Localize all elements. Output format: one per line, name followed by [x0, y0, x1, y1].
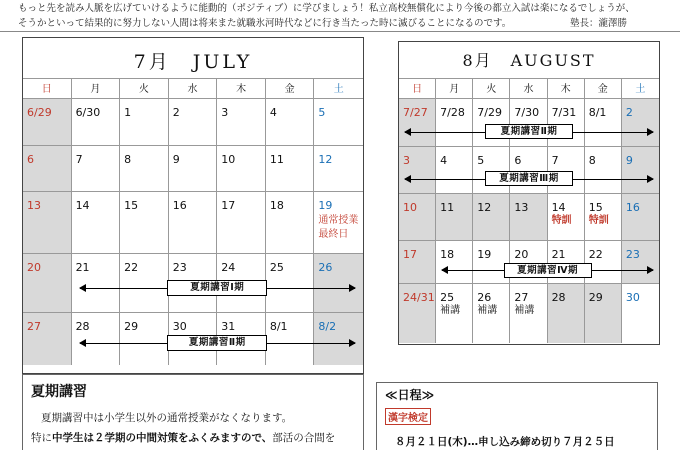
summer-course-line-2-post: 部活の合間を	[272, 432, 336, 444]
period-label: 夏期講習Ⅰ期	[167, 280, 267, 296]
day-number: 26	[477, 291, 492, 304]
calendar-day-cell	[23, 146, 72, 192]
signature: 塾長：瀧澤勝	[570, 18, 628, 29]
day-number: 1	[124, 106, 132, 119]
intro-box	[0, 0, 680, 32]
calendar-day-cell	[585, 284, 622, 343]
calendar-day-cell	[120, 313, 169, 365]
day-number: 8/1	[269, 320, 288, 333]
day-number: 15	[588, 201, 603, 214]
weekday-header: 木	[217, 78, 266, 99]
day-number: 30	[172, 320, 187, 333]
weekday-header: 土	[622, 78, 659, 99]
day-number: 23	[625, 248, 640, 261]
day-number: 8/2	[318, 320, 337, 333]
calendar-day-cell	[436, 147, 473, 194]
schedule-box	[376, 382, 658, 450]
august-title: 8月 AUGUST	[462, 51, 596, 70]
day-note: 特訓	[551, 215, 572, 226]
day-number: 19	[477, 248, 492, 261]
weekday-header: 火	[120, 78, 169, 99]
calendar-day-cell	[266, 313, 315, 365]
calendar-day-cell	[436, 284, 473, 343]
calendar-day-cell	[473, 99, 510, 147]
calendar-day-cell	[399, 194, 436, 241]
calendar-day-cell	[314, 146, 363, 192]
calendar-day-cell	[436, 241, 473, 284]
calendar-day-cell	[314, 192, 363, 254]
calendar-day-cell	[585, 147, 622, 194]
summer-course-line-2	[31, 430, 335, 445]
weekday-header: 金	[266, 78, 315, 99]
day-number: 3	[403, 154, 410, 167]
day-number: 5	[318, 106, 326, 119]
day-number: 8	[588, 154, 596, 167]
day-number: 29	[588, 291, 603, 304]
day-number: 12	[477, 201, 492, 214]
day-number: 16	[172, 199, 187, 212]
day-number: 15	[124, 199, 139, 212]
calendar-day-cell	[120, 192, 169, 254]
day-number: 9	[172, 153, 180, 166]
day-number: 31	[221, 320, 236, 333]
day-number: 30	[625, 291, 640, 304]
calendar-day-cell	[217, 192, 266, 254]
calendar-day-cell	[266, 99, 315, 146]
calendar-day-cell	[23, 313, 72, 365]
day-number: 29	[124, 320, 139, 333]
day-note: 特訓	[588, 215, 609, 226]
day-number: 17	[403, 248, 417, 261]
summer-course-line-2-highlight: 中学生は２学期の中間対策をふくみますので、	[52, 432, 273, 444]
day-number: 11	[269, 153, 284, 166]
day-number: 25	[440, 291, 455, 304]
day-number: 22	[124, 261, 139, 274]
calendar-day-cell	[169, 146, 218, 192]
calendar-day-cell	[548, 99, 585, 147]
day-number: 7/27	[403, 106, 428, 119]
calendar-day-cell	[622, 284, 659, 343]
calendar-day-cell	[72, 146, 121, 192]
calendar-day-cell	[399, 147, 436, 194]
day-number: 9	[625, 154, 633, 167]
calendar-day-cell	[436, 194, 473, 241]
day-number: 7	[551, 154, 559, 167]
calendar-day-cell	[585, 99, 622, 147]
weekday-header: 火	[473, 78, 510, 99]
weekday-header: 月	[72, 78, 121, 99]
day-number: 7	[75, 153, 83, 166]
day-number: 14	[551, 201, 566, 214]
day-number: 3	[221, 106, 229, 119]
weekday-header: 金	[585, 78, 622, 99]
calendar-day-cell	[72, 99, 121, 146]
day-number: 12	[318, 153, 333, 166]
day-number: 11	[440, 201, 455, 214]
weekday-header: 土	[314, 78, 363, 99]
period-label: 夏期講習Ⅱ期	[485, 124, 573, 139]
day-number: 14	[75, 199, 90, 212]
day-number: 27	[27, 320, 41, 333]
day-note: 最終日	[318, 229, 349, 240]
calendar-day-cell	[23, 99, 72, 146]
calendar-day-cell	[266, 146, 315, 192]
summer-course-line-1: 夏期講習中は小学生以外の通常授業がなくなります。	[41, 412, 293, 424]
calendar-day-cell	[622, 194, 659, 241]
weekday-header: 水	[510, 78, 547, 99]
day-number: 17	[221, 199, 236, 212]
kanji-test-tag: 漢字検定	[385, 408, 431, 425]
calendar-day-cell	[473, 284, 510, 343]
calendar-day-cell	[217, 99, 266, 146]
day-number: 18	[440, 248, 455, 261]
day-note: 補講	[514, 305, 535, 316]
summer-course-title: 夏期講習	[31, 384, 87, 400]
day-number: 2	[625, 106, 633, 119]
calendar-day-cell	[510, 194, 547, 241]
july-title: 7月 JULY	[133, 51, 253, 73]
calendar-day-cell	[548, 194, 585, 241]
summer-course-box	[22, 374, 364, 450]
day-number: 6/29	[27, 106, 52, 119]
calendar-day-cell	[23, 254, 72, 313]
calendar-day-cell	[169, 99, 218, 146]
weekday-header: 日	[399, 78, 436, 99]
calendar-day-cell	[169, 192, 218, 254]
day-number: 20	[514, 248, 529, 261]
day-number: 6	[514, 154, 522, 167]
day-number: 7/30	[514, 106, 540, 119]
day-number: 8/1	[588, 106, 607, 119]
day-number: 28	[551, 291, 566, 304]
day-number: 7/31	[551, 106, 577, 119]
day-number: 27	[514, 291, 529, 304]
calendar-day-cell	[399, 284, 436, 343]
day-number: 4	[269, 106, 277, 119]
schedule-title: ≪日程≫	[385, 388, 435, 402]
day-number: 7/28	[440, 106, 465, 119]
day-number: 21	[75, 261, 90, 274]
day-number: 24	[221, 261, 236, 274]
day-number: 20	[27, 261, 41, 274]
day-number: 22	[588, 248, 603, 261]
day-note: 通常授業	[318, 215, 359, 226]
calendar-day-cell	[622, 147, 659, 194]
weekday-header: 木	[548, 78, 585, 99]
calendar-day-cell	[120, 146, 169, 192]
day-number: 25	[269, 261, 284, 274]
calendar-day-cell	[399, 241, 436, 284]
day-number: 5	[477, 154, 485, 167]
calendar-day-cell	[72, 192, 121, 254]
day-number: 23	[172, 261, 187, 274]
calendar-day-cell	[585, 194, 622, 241]
calendar-day-cell	[266, 254, 315, 313]
calendar-day-cell	[399, 99, 436, 147]
weekday-header: 日	[23, 78, 72, 99]
calendar-day-cell	[473, 194, 510, 241]
calendar-day-cell	[23, 192, 72, 254]
day-number: 10	[221, 153, 236, 166]
day-number: 6/30	[75, 106, 101, 119]
day-number: 8	[124, 153, 132, 166]
day-note: 補講	[477, 305, 498, 316]
calendar-day-cell	[217, 146, 266, 192]
intro-line-2: そうかといって結果的に努力しない人間は将来また就職氷河時代などに行き当たった時に滅びることになるのです。	[18, 18, 512, 29]
day-number: 10	[403, 201, 417, 214]
august-calendar	[398, 41, 660, 345]
day-number: 4	[440, 154, 448, 167]
day-number: 26	[318, 261, 333, 274]
day-number: 16	[625, 201, 640, 214]
day-number: 6	[27, 153, 34, 166]
weekday-header: 月	[436, 78, 473, 99]
calendar-day-cell	[314, 99, 363, 146]
day-number: 28	[75, 320, 90, 333]
calendar-day-cell	[622, 99, 659, 147]
day-number: 21	[551, 248, 566, 261]
weekday-header: 水	[169, 78, 218, 99]
period-label: 夏期講習Ⅲ期	[485, 171, 573, 186]
day-number: 13	[514, 201, 529, 214]
calendar-day-cell	[548, 284, 585, 343]
calendar-day-cell	[622, 241, 659, 284]
summer-course-line-2-pre: 特に	[31, 432, 52, 444]
calendar-day-cell	[120, 99, 169, 146]
calendar-day-cell	[510, 99, 547, 147]
period-label: 夏期講習Ⅱ期	[167, 335, 267, 351]
calendar-day-cell	[436, 99, 473, 147]
day-number: 19	[318, 199, 333, 212]
day-number: 24/31	[403, 291, 435, 304]
calendar-day-cell	[510, 284, 547, 343]
period-label: 夏期講習Ⅳ期	[504, 263, 592, 278]
schedule-line-1: ８月２１日(木)…申し込み締め切り７月２５日	[395, 436, 615, 448]
calendar-day-cell	[120, 254, 169, 313]
day-note: 補講	[440, 305, 461, 316]
intro-line-1: もっと先を読み人脈を広げていけるように能動的（ポジティブ）に学びましょう！私立高校無償化により今後の都立入試は楽になるでしょうが、	[18, 3, 635, 14]
day-number: 7/29	[477, 106, 502, 119]
day-number: 13	[27, 199, 41, 212]
day-number: 18	[269, 199, 284, 212]
calendar-day-cell	[266, 192, 315, 254]
day-number: 2	[172, 106, 180, 119]
july-calendar	[22, 37, 364, 374]
